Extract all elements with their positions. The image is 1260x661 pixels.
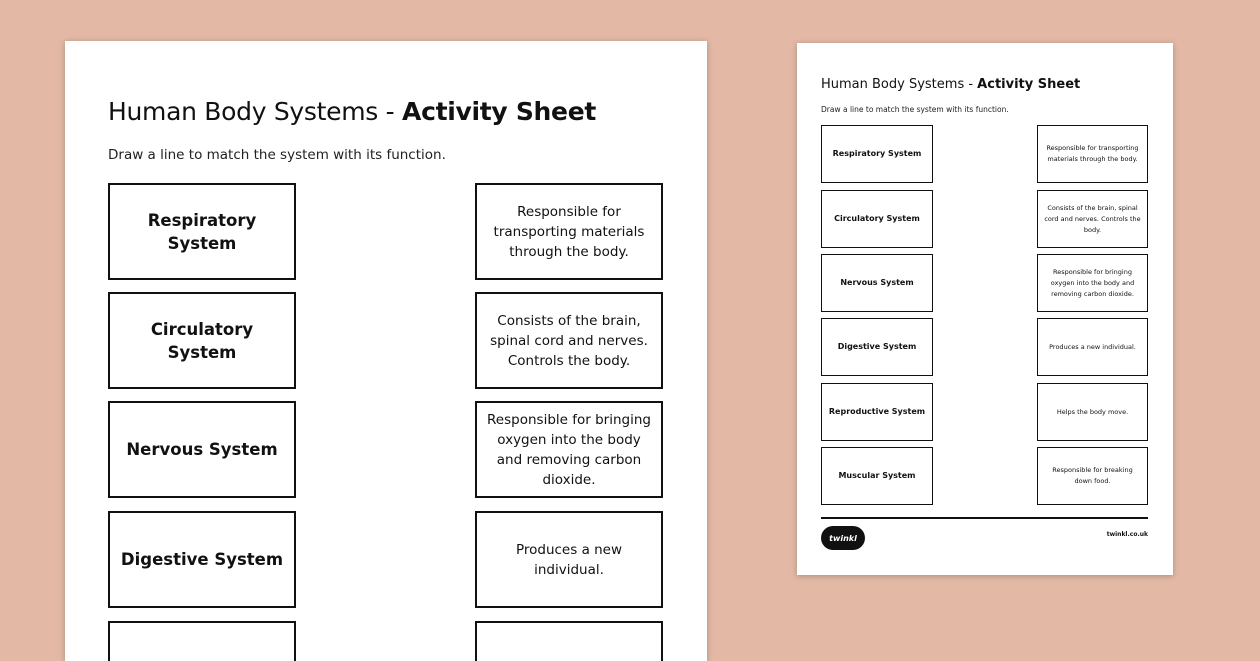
title-regular: Human Body Systems - bbox=[821, 77, 978, 92]
function-box: Helps the body move. bbox=[1037, 383, 1148, 441]
function-box: Responsible for transporting materials through the body. bbox=[1037, 125, 1148, 183]
system-box: Respiratory System bbox=[821, 125, 933, 183]
function-box: Consists of the brain, spinal cord and nerves. Controls the body. bbox=[1037, 190, 1148, 248]
function-box: Responsible for transporting materials through the body. bbox=[475, 183, 663, 280]
function-box: Responsible for bringing oxygen into the body and removing carbon dioxide. bbox=[1037, 254, 1148, 312]
system-box: Digestive System bbox=[821, 318, 933, 376]
system-box: Muscular System bbox=[821, 447, 933, 505]
large-activity-sheet bbox=[65, 41, 707, 661]
twinkl-logo: twinkl bbox=[821, 526, 865, 550]
title-bold: Activity Sheet bbox=[977, 77, 1081, 92]
website-text: twinkl.co.uk bbox=[1106, 531, 1148, 538]
instruction-text: Draw a line to match the system with its function. bbox=[821, 105, 1009, 114]
system-box: Circulatory System bbox=[821, 190, 933, 248]
function-box: Produces a new individual. bbox=[475, 511, 663, 608]
system-box: Nervous System bbox=[108, 401, 296, 498]
small-activity-sheet bbox=[797, 43, 1173, 575]
system-box: Circulatory System bbox=[108, 292, 296, 389]
function-box bbox=[475, 621, 663, 661]
instruction-text: Draw a line to match the system with its function. bbox=[108, 147, 446, 163]
system-box: Digestive System bbox=[108, 511, 296, 608]
function-box: Produces a new individual. bbox=[1037, 318, 1148, 376]
function-box: Responsible for bringing oxygen into the body and removing carbon dioxide. bbox=[475, 401, 663, 498]
system-box: Respiratory System bbox=[108, 183, 296, 280]
function-box: Responsible for breaking down food. bbox=[1037, 447, 1148, 505]
sheet-title bbox=[108, 97, 596, 126]
system-box: Reproductive System bbox=[821, 383, 933, 441]
system-box bbox=[108, 621, 296, 661]
function-box: Consists of the brain, spinal cord and nerves. Controls the body. bbox=[475, 292, 663, 389]
footer-divider bbox=[821, 517, 1148, 519]
sheet-title bbox=[821, 77, 1080, 92]
title-bold: Activity Sheet bbox=[402, 97, 597, 126]
system-box: Nervous System bbox=[821, 254, 933, 312]
title-regular: Human Body Systems - bbox=[108, 97, 403, 126]
